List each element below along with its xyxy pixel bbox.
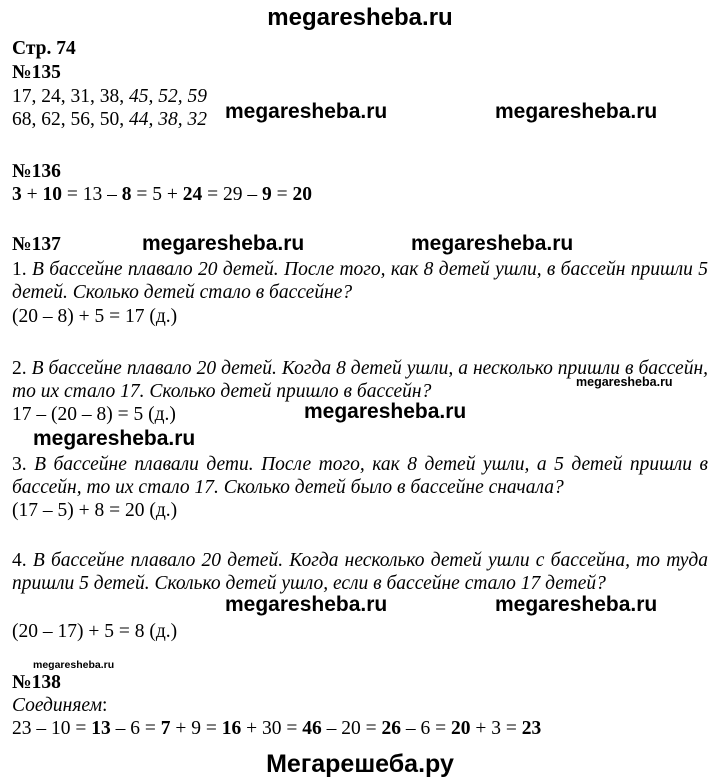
problem-4-text <box>12 549 708 595</box>
chain-part: 20 <box>292 184 312 205</box>
chain-part: 26 <box>381 718 401 739</box>
watermark: megaresheba.ru <box>33 659 115 671</box>
chain-part: 46 <box>302 718 322 739</box>
chain-part: 23 – 10 = <box>12 718 92 739</box>
chain-part: 3 <box>12 184 22 205</box>
problem-3-solution: (17 – 5) + 8 = 20 (д.) <box>12 500 178 521</box>
chain-part: = <box>271 184 293 205</box>
watermark: megaresheba.ru <box>304 400 467 423</box>
chain-part: 16 <box>221 718 242 739</box>
chain-part: = 29 – <box>202 184 262 205</box>
problem-number: 4. <box>12 550 33 571</box>
chain-part: – 20 = <box>321 718 382 739</box>
watermark: megaresheba.ru <box>33 427 196 450</box>
sequence-answer: 45, 52, 59 <box>129 86 207 107</box>
chain-part: + 9 = <box>170 718 222 739</box>
watermark: megaresheba.ru <box>495 593 658 616</box>
chain-part: = 5 + <box>131 184 183 205</box>
connect-colon: : <box>102 695 108 716</box>
chain-part: – 6 = <box>110 718 161 739</box>
task-135-row-2 <box>12 109 207 131</box>
task-135-title: №135 <box>12 62 61 83</box>
problem-statement: В бассейне плавало 20 детей. После того, как 8 детей ушли, в бассейн пришли 5 детей. Сколько детей стало в бассейне? <box>12 259 708 303</box>
chain-part: 10 <box>42 184 62 205</box>
watermark: megaresheba.ru <box>495 100 658 123</box>
watermark: megaresheba.ru <box>225 593 388 616</box>
chain-part: = 13 – <box>62 184 122 205</box>
problem-number: 2. <box>12 358 32 379</box>
watermark: megaresheba.ru <box>225 100 388 123</box>
problem-number: 1. <box>12 259 32 280</box>
problem-3-text <box>12 453 708 499</box>
chain-part: + 3 = <box>470 718 522 739</box>
footer-watermark: Мегарешеба.ру <box>266 750 454 778</box>
chain-part: 8 <box>121 184 132 205</box>
chain-part: 20 <box>451 718 471 739</box>
problem-1-text <box>12 258 708 304</box>
connect-label: Соединяем <box>12 695 103 716</box>
task-138-title: №138 <box>12 672 61 693</box>
chain-part: 24 <box>182 184 203 205</box>
problem-1-solution: (20 – 8) + 5 = 17 (д.) <box>12 306 178 327</box>
task-138-label <box>12 695 107 717</box>
chain-part: + 30 = <box>241 718 303 739</box>
chain-part: – 6 = <box>401 718 451 739</box>
task-136-title: №136 <box>12 161 61 182</box>
chain-part: 9 <box>262 184 272 205</box>
header-watermark: megaresheba.ru <box>267 4 453 31</box>
task-135-row-1 <box>12 86 207 108</box>
problem-number: 3. <box>12 454 35 475</box>
chain-part: 7 <box>160 718 171 739</box>
problem-statement: В бассейне плавало 20 детей. Когда несколько детей ушли с бассейна, то туда пришли 5 детей. Сколько детей ушло, если в бассейне стало 17 детей? <box>12 550 709 594</box>
chain-part: 13 <box>91 718 111 739</box>
watermark: megaresheba.ru <box>576 375 673 389</box>
sequence-given: 68, 62, 56, 50, <box>12 109 129 130</box>
watermark: megaresheba.ru <box>142 232 305 255</box>
task-136-chain <box>12 184 312 206</box>
sequence-given: 17, 24, 31, 38, <box>12 86 129 107</box>
problem-statement: В бассейне плавало 20 детей. Когда 8 детей ушли, а несколько пришли в бассейн, то их стало 17. Сколько детей пришло в бассейн? <box>12 358 709 402</box>
problem-statement: В бассейне плавали дети. После того, как 8 детей ушли, а 5 детей пришли в бассейн, то их стало 17. Сколько детей было в бассейне сначала? <box>12 454 709 498</box>
page-number: Стр. 74 <box>12 38 76 59</box>
task-137-title: №137 <box>12 234 61 255</box>
chain-part: + <box>21 184 43 205</box>
chain-part: 23 <box>521 718 542 739</box>
sequence-answer: 44, 38, 32 <box>129 109 207 130</box>
problem-2-solution: 17 – (20 – 8) = 5 (д.) <box>12 404 176 425</box>
problem-4-solution: (20 – 17) + 5 = 8 (д.) <box>12 621 178 642</box>
task-138-chain <box>12 718 541 740</box>
watermark: megaresheba.ru <box>411 232 574 255</box>
